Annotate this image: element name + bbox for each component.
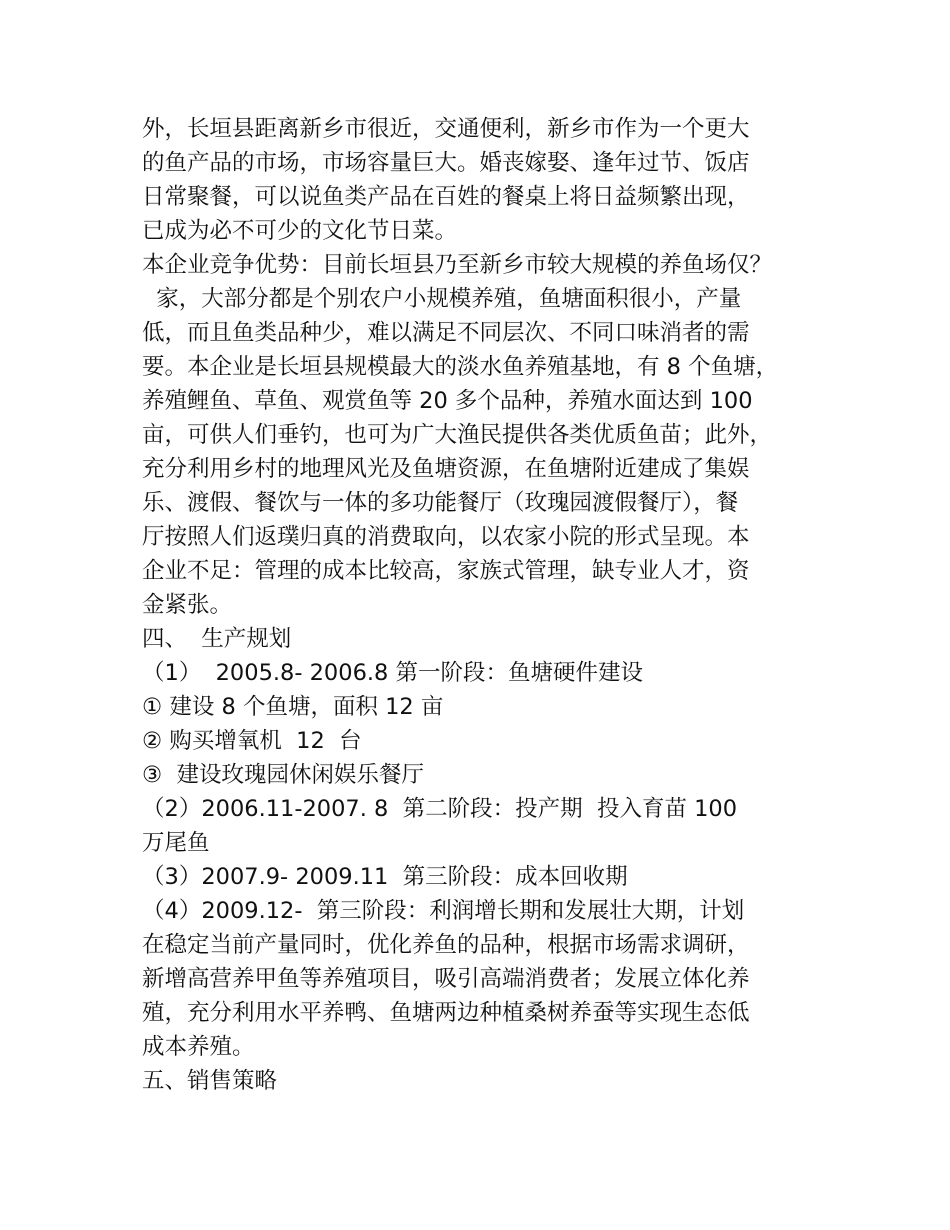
text-line: 成本养殖。 <box>142 1034 255 1060</box>
text-line: 金紧张。 <box>142 592 233 618</box>
text-line: 家，大部分都是个别农户小规模养殖，鱼塘面积很小，产量 <box>142 286 742 312</box>
list-item: ② 购买增氧机 12 台 <box>142 728 362 754</box>
text-line: 外，长垣县距离新乡市很近，交通便利，新乡市作为一个更大 <box>142 116 750 142</box>
text-line: 要。本企业是长垣县规模最大的淡水鱼养殖基地，有 8 个鱼塘， <box>142 354 779 380</box>
phase-4-line: （4）2009.12- 第三阶段：利润增长期和发展壮大期，计划 <box>142 898 745 924</box>
text-line: 企业不足：管理的成本比较高，家族式管理，缺专业人才，资 <box>142 558 750 584</box>
document-page <box>142 112 842 1098</box>
text-line: 在稳定当前产量同时，优化养鱼的品种，根据市场需求调研， <box>142 932 750 958</box>
text-line: 亩，可供人们垂钓，也可为广大渔民提供各类优质鱼苗；此外， <box>142 422 773 448</box>
section-heading-sales-strategy: 五、销售策略 <box>142 1068 278 1094</box>
text-line: 已成为必不可少的文化节日菜。 <box>142 218 458 244</box>
text-line: 低，而且鱼类品种少，难以满足不同层次、不同口味消者的需 <box>142 320 750 346</box>
list-item: ① 建设 8 个鱼塘，面积 12 亩 <box>142 694 444 720</box>
list-item: ③ 建设玫瑰园休闲娱乐餐厅 <box>142 762 424 788</box>
text-line: 乐、渡假、餐饮与一体的多功能餐厅（玫瑰园渡假餐厅），餐 <box>142 490 739 516</box>
text-line: 养殖鲤鱼、草鱼、观赏鱼等 20 多个品种，养殖水面达到 100 <box>142 388 753 414</box>
text-line: 万尾鱼 <box>142 830 210 856</box>
section-heading-production-plan: 四、 生产规划 <box>142 626 292 652</box>
text-line: 殖，充分利用水平养鸭、鱼塘两边种植桑树养蚕等实现生态低 <box>142 1000 750 1026</box>
text-line: 新增高营养甲鱼等养殖项目，吸引高端消费者；发展立体化养 <box>142 966 750 992</box>
phase-3-line: （3）2007.9- 2009.11 第三阶段：成本回收期 <box>142 864 628 890</box>
text-line: 充分利用乡村的地理风光及鱼塘资源，在鱼塘附近建成了集娱 <box>142 456 750 482</box>
phase-2-line: （2）2006.11-2007. 8 第二阶段：投产期 投入育苗 100 <box>142 796 738 822</box>
phase-1-line: （1） 2005.8- 2006.8 第一阶段：鱼塘硬件建设 <box>142 660 643 686</box>
text-line: 厅按照人们返璞归真的消费取向，以农家小院的形式呈现。本 <box>142 524 750 550</box>
text-line: 日常聚餐，可以说鱼类产品在百姓的餐桌上将日益频繁出现， <box>142 184 750 210</box>
text-line: 的鱼产品的市场，市场容量巨大。婚丧嫁娶、逢年过节、饭店 <box>142 150 750 176</box>
section-heading-competitive-advantage: 本企业竞争优势：目前长垣县乃至新乡市较大规模的养鱼场仅？ <box>142 252 773 278</box>
